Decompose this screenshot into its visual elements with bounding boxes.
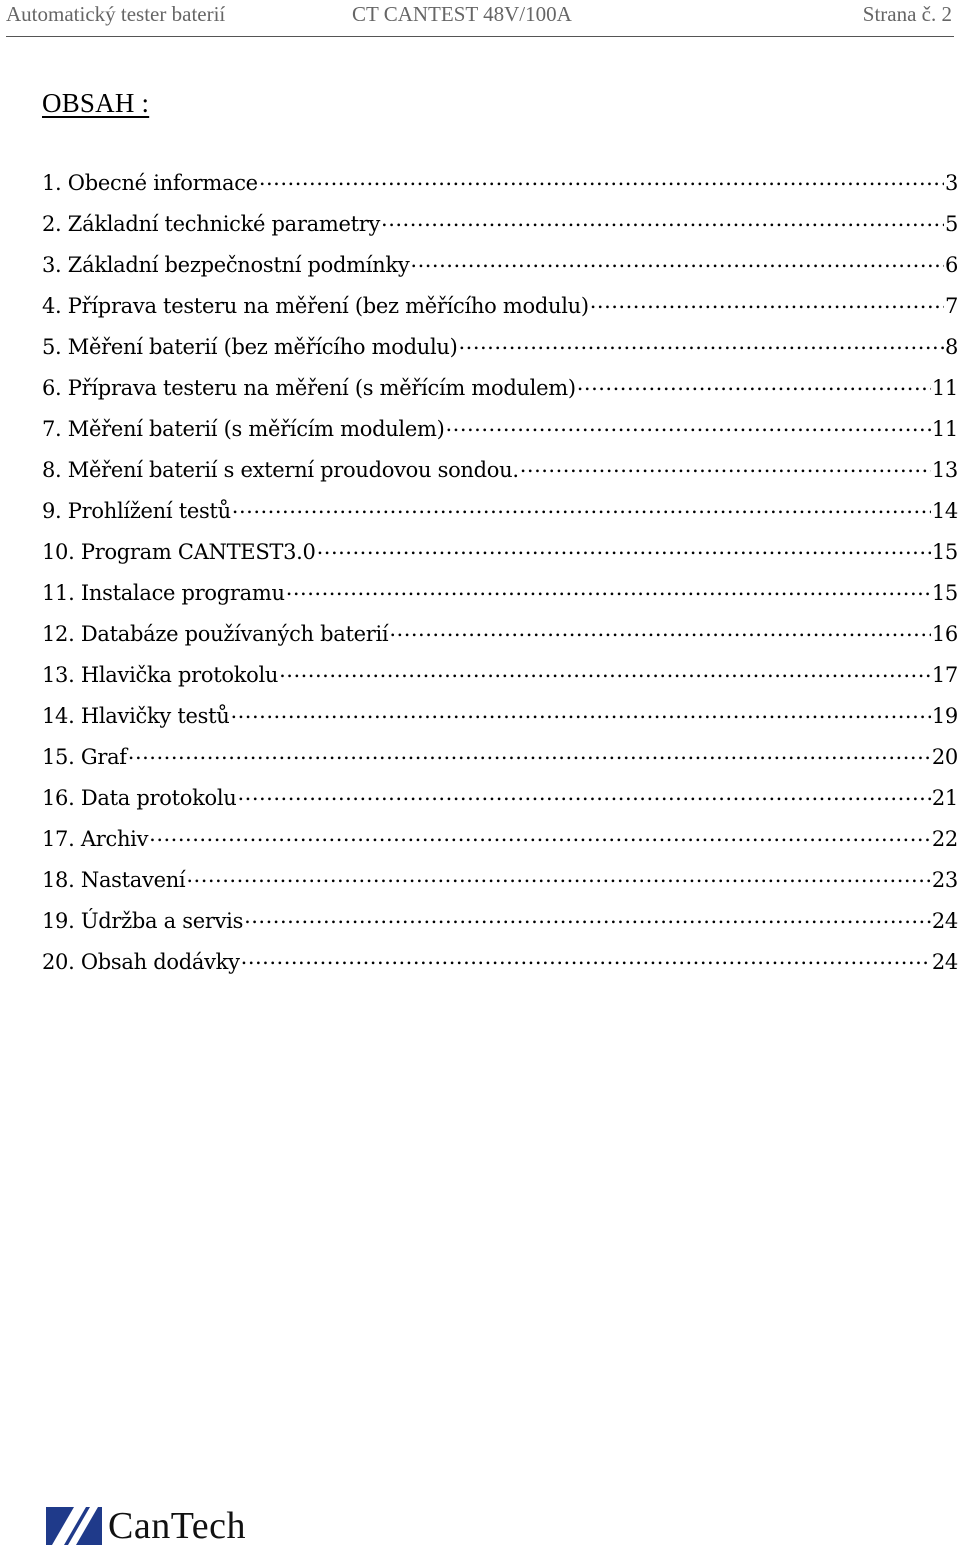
toc-dot-leader (458, 333, 943, 354)
toc-dot-leader (230, 702, 930, 723)
toc-dot-leader (232, 497, 931, 518)
toc-entry-page: 16 (931, 622, 958, 646)
toc-entry-page: 15 (931, 540, 958, 564)
toc-dot-leader (237, 784, 930, 805)
toc-entry[interactable] (42, 948, 958, 989)
toc-entry-label: 17. Archiv (42, 827, 149, 851)
toc-entry-page: 19 (931, 704, 958, 728)
toc-entry-page: 17 (931, 663, 958, 687)
toc-entry[interactable] (42, 784, 958, 825)
toc-entry-label: 11. Instalace programu (42, 581, 285, 605)
toc-entry[interactable] (42, 825, 958, 866)
toc-entry-label: 9. Prohlížení testů (42, 499, 231, 523)
page-header (6, 0, 954, 37)
toc-entry-page: 22 (931, 827, 958, 851)
toc-entry[interactable] (42, 415, 958, 456)
toc-entry[interactable] (42, 866, 958, 907)
toc-dot-leader (186, 866, 931, 887)
toc-entry[interactable] (42, 743, 958, 784)
toc-entry-page: 24 (931, 909, 958, 933)
toc-dot-leader (259, 169, 944, 190)
toc-entry-page: 13 (931, 458, 958, 482)
header-page-number: Strana č. 2 (862, 2, 952, 26)
toc-entry[interactable] (42, 210, 958, 251)
toc-dot-leader (244, 907, 931, 928)
toc-entry-page: 11 (931, 376, 958, 400)
toc-entry-page: 23 (931, 868, 958, 892)
toc-dot-leader (590, 292, 944, 313)
toc-entry[interactable] (42, 579, 958, 620)
toc-entry[interactable] (42, 702, 958, 743)
toc-entry-page: 3 (944, 171, 958, 195)
toc-entry[interactable] (42, 456, 958, 497)
toc-entry-label: 5. Měření baterií (bez měřícího modulu) (42, 335, 458, 359)
cantech-logo-icon (46, 1507, 102, 1545)
header-product-name: CT CANTEST 48V/100A (352, 2, 572, 26)
toc-entry-label: 6. Příprava testeru na měření (s měřícím modulem) (42, 376, 576, 400)
toc-dot-leader (317, 538, 931, 559)
toc-entry-page: 14 (931, 499, 958, 523)
toc-entry-page: 5 (944, 212, 958, 236)
toc-dot-leader (381, 210, 944, 231)
logo-text: CanTech (108, 1505, 247, 1547)
toc-entry[interactable] (42, 620, 958, 661)
toc-entry-label: 7. Měření baterií (s měřícím modulem) (42, 417, 445, 441)
toc-entry[interactable] (42, 292, 958, 333)
toc-entry[interactable] (42, 333, 958, 374)
toc-dot-leader (241, 948, 931, 969)
toc-entry[interactable] (42, 169, 958, 210)
toc-entry-page: 15 (931, 581, 958, 605)
toc-entry-page: 11 (931, 417, 958, 441)
toc-entry-label: 8. Měření baterií s externí proudovou sondou. (42, 458, 519, 482)
toc-dot-leader (445, 415, 930, 436)
toc-entry-label: 1. Obecné informace (42, 171, 258, 195)
toc-entry-label: 2. Základní technické parametry (42, 212, 381, 236)
toc-entry-label: 16. Data protokolu (42, 786, 237, 810)
company-logo (46, 1503, 246, 1545)
header-document-title: Automatický tester baterií (6, 2, 226, 26)
toc-entry-page: 8 (944, 335, 958, 359)
toc-entry[interactable] (42, 374, 958, 415)
toc-dot-leader (279, 661, 931, 682)
toc-entry-label: 19. Údržba a servis (42, 909, 244, 933)
toc-entry-page: 20 (931, 745, 958, 769)
toc-dot-leader (577, 374, 931, 395)
toc-entry-label: 12. Databáze používaných baterií (42, 622, 389, 646)
toc-entry[interactable] (42, 251, 958, 292)
toc-entry-page: 24 (931, 950, 958, 974)
toc-title: OBSAH : (42, 88, 150, 118)
toc-entry[interactable] (42, 538, 958, 579)
toc-entry-page: 21 (931, 786, 958, 810)
toc-entry-page: 6 (944, 253, 958, 277)
toc-dot-leader (286, 579, 931, 600)
toc-entry-label: 18. Nastavení (42, 868, 186, 892)
toc-entry[interactable] (42, 661, 958, 702)
toc-dot-leader (149, 825, 931, 846)
toc-dot-leader (128, 743, 931, 764)
toc-entry[interactable] (42, 497, 958, 538)
toc-entry-label: 14. Hlavičky testů (42, 704, 230, 728)
toc-entry-label: 13. Hlavička protokolu (42, 663, 279, 687)
toc-entry[interactable] (42, 907, 958, 948)
toc-entry-page: 7 (944, 294, 958, 318)
toc-dot-leader (389, 620, 931, 641)
toc-entry-label: 4. Příprava testeru na měření (bez měřícího modulu) (42, 294, 589, 318)
toc-entry-label: 10. Program CANTEST3.0 (42, 540, 316, 564)
toc-entry-label: 3. Základní bezpečnostní podmínky (42, 253, 410, 277)
toc-dot-leader (520, 456, 931, 477)
toc-dot-leader (410, 251, 944, 272)
toc-entry-label: 15. Graf (42, 745, 127, 769)
toc-entry-label: 20. Obsah dodávky (42, 950, 240, 974)
table-of-contents (42, 169, 958, 989)
